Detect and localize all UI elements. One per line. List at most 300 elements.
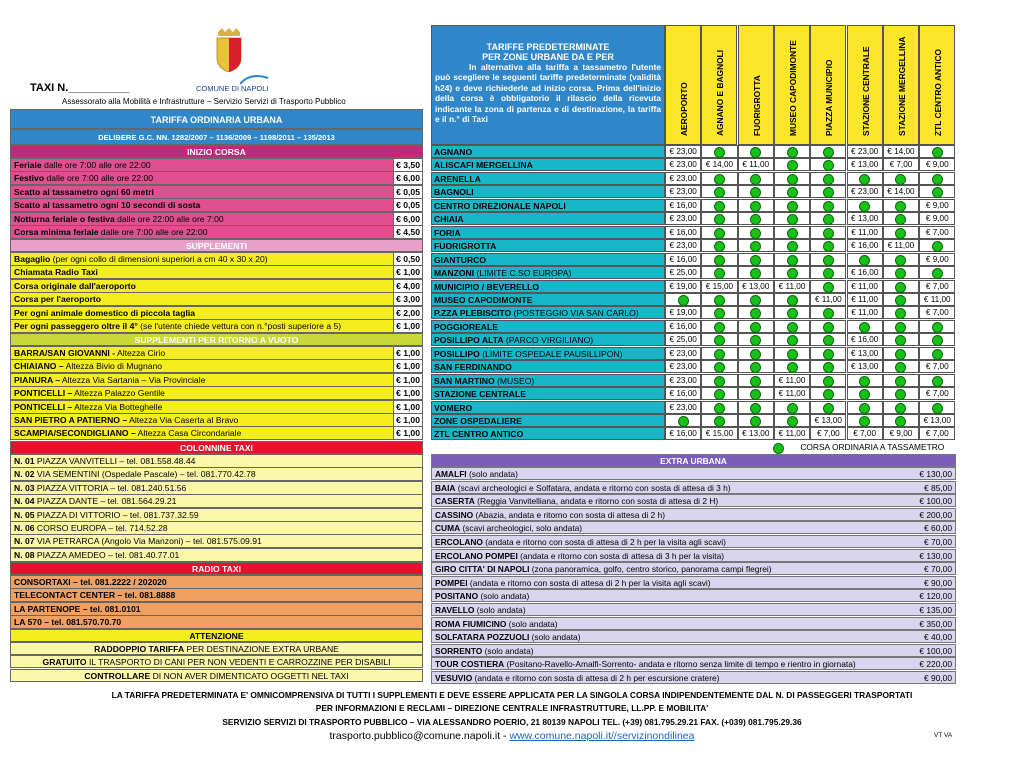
zone-fare-value: € 16,00 bbox=[850, 335, 879, 345]
inizio-label-bold: Scatto al tassametro ogni 60 metri bbox=[14, 186, 154, 197]
zone-name bbox=[431, 253, 665, 266]
legend bbox=[773, 441, 944, 454]
zone-name-main: CENTRO DIREZIONALE NAPOLI bbox=[434, 200, 566, 211]
extra-urbana-row bbox=[431, 494, 956, 507]
inizio-label bbox=[10, 198, 393, 212]
ritorno-label-bold: PIANURA – bbox=[14, 374, 60, 385]
extra-urbana-label bbox=[435, 482, 731, 494]
colonnina-row bbox=[10, 494, 423, 508]
green-dot-icon bbox=[714, 308, 725, 319]
green-dot-icon bbox=[859, 201, 870, 212]
extra-urbana-label bbox=[435, 604, 526, 616]
green-dot-icon bbox=[714, 322, 725, 333]
inizio-label-bold: Scatto al tassametro ogni 10 secondi di sosta bbox=[14, 200, 201, 211]
extra-detail: (andata e ritorno con sosta di attesa di 2 h per la visita agli scavi) bbox=[467, 577, 711, 588]
zone-name bbox=[431, 293, 665, 306]
zone-fare-cell bbox=[738, 172, 774, 185]
supplementi-header: SUPPLEMENTI bbox=[10, 239, 423, 252]
zone-name bbox=[431, 212, 665, 225]
zone-fare-cell bbox=[883, 360, 919, 373]
zone-name-main: VOMERO bbox=[434, 402, 473, 413]
ritorno-label-detail: Altezza Casa Circondariale bbox=[135, 428, 242, 439]
zone-fare-cell bbox=[810, 145, 846, 158]
zone-name-main: STAZIONE CENTRALE bbox=[434, 389, 526, 400]
zone-fare-cell bbox=[847, 401, 883, 414]
green-dot-icon bbox=[714, 416, 725, 427]
zone-name-detail: (MUSEO) bbox=[494, 375, 535, 386]
green-dot-icon bbox=[750, 147, 761, 158]
zone-name-main: FORIA bbox=[434, 227, 461, 238]
green-dot-icon bbox=[787, 201, 798, 212]
zone-fare-value: € 13,00 bbox=[742, 281, 770, 291]
zone-fare-cell bbox=[665, 158, 701, 171]
zone-fare-value: € 16,00 bbox=[669, 254, 697, 264]
extra-urbana-row bbox=[431, 617, 956, 630]
extra-urbana-title: EXTRA URBANA bbox=[660, 456, 727, 466]
zone-fare-cell bbox=[665, 145, 701, 158]
green-dot-icon bbox=[932, 349, 943, 360]
green-dot-icon bbox=[895, 268, 906, 279]
colonnina-label bbox=[10, 548, 423, 562]
zone-fare-cell bbox=[774, 239, 810, 252]
zone-fare-cell bbox=[810, 387, 846, 400]
zone-fare-cell bbox=[701, 266, 737, 279]
zone-fare-cell bbox=[919, 280, 955, 293]
zone-fare-value: € 23,00 bbox=[669, 187, 697, 197]
colonnina-label-detail: PIAZZA DANTE – tel. 081.564.29.21 bbox=[34, 496, 177, 507]
green-dot-icon bbox=[895, 362, 906, 373]
zone-name bbox=[431, 145, 665, 158]
zone-fare-value: € 14,00 bbox=[887, 147, 915, 156]
zone-fare-value: € 13,00 bbox=[814, 416, 842, 425]
green-dot-icon bbox=[895, 228, 906, 239]
zone-fare-cell bbox=[810, 158, 846, 171]
extra-urbana-label bbox=[435, 645, 534, 657]
email-link[interactable]: trasporto.pubblico@comune.napoli.it bbox=[329, 730, 501, 742]
colonnina-label bbox=[10, 494, 423, 508]
extra-urbana-row bbox=[431, 576, 956, 589]
green-dot-icon bbox=[859, 174, 870, 185]
zone-fare-cell bbox=[847, 145, 883, 158]
inizio-label-bold: Notturna feriale o festiva bbox=[14, 213, 115, 224]
zone-fare-cell bbox=[847, 212, 883, 225]
zone-fare-cell bbox=[883, 401, 919, 414]
zone-fare-value: € 13,00 bbox=[742, 429, 770, 439]
ritorno-label-bold: SAN PIETRO A PATIERNO – bbox=[14, 415, 128, 425]
ritorno-price: € 1,00 bbox=[393, 373, 423, 387]
zone-fare-cell bbox=[883, 158, 919, 171]
zone-fare-cell bbox=[919, 145, 955, 158]
ritorno-price: € 1,00 bbox=[393, 426, 423, 440]
green-dot-icon bbox=[787, 322, 798, 333]
extra-urbana-row bbox=[431, 549, 956, 562]
colonnina-row bbox=[10, 454, 423, 468]
extra-price: € 90,00 bbox=[924, 577, 952, 588]
inizio-label-bold: Festivo bbox=[14, 173, 45, 184]
zone-name bbox=[431, 320, 665, 333]
zone-fare-value: € 11,00 bbox=[851, 227, 878, 237]
green-dot-icon bbox=[932, 335, 943, 346]
zone-fare-cell bbox=[847, 320, 883, 333]
inizio-price: € 3,50 bbox=[393, 158, 423, 172]
zone-fare-cell bbox=[701, 253, 737, 266]
zone-name-detail: (LIMITE OSPEDALE PAUSILLIPON) bbox=[479, 348, 623, 359]
green-dot-icon bbox=[932, 403, 943, 414]
zone-fare-value: € 13,00 bbox=[850, 362, 879, 372]
extra-urbana-label bbox=[435, 509, 665, 521]
green-dot-icon bbox=[714, 376, 725, 387]
colonnine-header: COLONNINE TAXI bbox=[10, 441, 423, 454]
extra-destination: ROMA FIUMICINO bbox=[435, 618, 507, 629]
zone-fare-cell bbox=[919, 333, 955, 346]
green-dot-icon bbox=[932, 376, 943, 387]
zone-fare-cell bbox=[883, 253, 919, 266]
green-dot-icon bbox=[714, 228, 725, 239]
zone-fare-cell bbox=[810, 306, 846, 319]
inizio-label bbox=[10, 158, 393, 172]
predet-title-1: TARIFFE PREDETERMINATE bbox=[486, 42, 610, 52]
extra-urbana-row bbox=[431, 657, 956, 670]
extra-price: € 40,00 bbox=[924, 632, 952, 643]
zone-fare-cell bbox=[883, 333, 919, 346]
attenzione-row bbox=[10, 642, 423, 655]
inizio-label-detail: dalle ore 7:00 alle ore 22:00 bbox=[98, 227, 208, 237]
zone-fare-cell bbox=[774, 360, 810, 373]
zone-fare-cell bbox=[883, 226, 919, 239]
attenzione-bold: CONTROLLARE bbox=[84, 670, 151, 681]
zone-fare-cell bbox=[701, 333, 737, 346]
green-dot-icon bbox=[750, 268, 761, 279]
zone-fare-value: € 23,00 bbox=[850, 187, 879, 197]
extra-destination: SOLFATARA POZZUOLI bbox=[435, 632, 530, 643]
footer-line-1: LA TARIFFA PREDETERMINATA E' OMNICOMPRENSIVA DI TUTTI I SUPPLEMENTI E DEVE ESSERE APPLICATA PER LA SINGOLA CORSA INDIPENDENTEMENTE DAL N. DI PASSEGGERI TRASPORTATI bbox=[111, 690, 913, 700]
zone-fare-cell bbox=[701, 360, 737, 373]
zone-fare-cell bbox=[883, 387, 919, 400]
zone-fare-cell bbox=[738, 145, 774, 158]
zone-fare-cell bbox=[738, 293, 774, 306]
zone-fare-cell bbox=[883, 266, 919, 279]
inizio-price: € 0,05 bbox=[393, 185, 423, 199]
attenzione-row bbox=[10, 669, 423, 682]
zone-fare-value: € 23,00 bbox=[669, 214, 697, 224]
zone-name-main: CHIAIA bbox=[434, 214, 464, 225]
inizio-row bbox=[10, 225, 423, 239]
zone-column-header bbox=[919, 25, 955, 145]
zone-name-main: ARENELLA bbox=[434, 173, 481, 184]
zone-fare-cell bbox=[883, 293, 919, 306]
ritorno-label-bold: BARRA/SAN GIOVANNI - bbox=[14, 348, 116, 358]
colonnina-label-detail: PIAZZA VANVITELLI – tel. 081.558.48.44 bbox=[34, 456, 196, 466]
zone-fare-cell bbox=[665, 226, 701, 239]
zone-fare-cell bbox=[847, 360, 883, 373]
radio-taxi-label-bold: CONSORTAXI – tel. 081.2222 / 202020 bbox=[14, 577, 167, 587]
extra-urbana-label bbox=[435, 672, 719, 684]
zone-fare-cell bbox=[738, 158, 774, 171]
zone-fare-cell bbox=[919, 212, 955, 225]
zone-fare-value: € 7,00 bbox=[889, 160, 913, 170]
zone-fare-value: € 19,00 bbox=[669, 281, 697, 291]
zone-fare-cell bbox=[810, 360, 846, 373]
radio-taxi-header: RADIO TAXI bbox=[10, 562, 423, 575]
colonnina-label-detail: CORSO EUROPA – tel. 714.52.28 bbox=[34, 523, 168, 533]
green-dot-icon bbox=[787, 416, 798, 427]
zone-fare-cell bbox=[738, 360, 774, 373]
zone-fare-cell bbox=[847, 185, 883, 198]
supplemento-price: € 1,00 bbox=[393, 265, 423, 279]
zone-name bbox=[431, 347, 665, 360]
inizio-label-detail: dalle ore 22:00 alle ore 7:00 bbox=[114, 213, 224, 224]
radio-taxi-label bbox=[10, 575, 423, 589]
zone-fare-value: € 23,00 bbox=[669, 348, 697, 358]
zone-fare-cell bbox=[883, 212, 919, 225]
extra-urbana-label bbox=[435, 495, 718, 507]
zone-fare-cell bbox=[810, 320, 846, 333]
extra-detail: (scavi archeologici e Solfatara, andata e ritorno con sosta di attesa di 3 h) bbox=[455, 482, 731, 493]
zone-name-main: MUNICIPIO / BEVERELLO bbox=[434, 281, 540, 292]
zone-fare-cell bbox=[738, 320, 774, 333]
green-dot-icon bbox=[823, 187, 834, 198]
zone-column-header bbox=[774, 25, 810, 145]
zone-fare-cell bbox=[883, 172, 919, 185]
green-dot-icon bbox=[895, 349, 906, 360]
extra-price: € 130,00 bbox=[919, 469, 952, 479]
colonnina-label-bold: N. 02 bbox=[14, 469, 35, 480]
green-dot-icon bbox=[823, 335, 834, 346]
zone-fare-cell bbox=[847, 347, 883, 360]
zone-fare-cell bbox=[665, 293, 701, 306]
ritorno-label-detail: Altezza Via Caserta al Bravo bbox=[127, 415, 239, 425]
zone-fare-cell bbox=[738, 185, 774, 198]
green-dot-icon bbox=[932, 322, 943, 333]
green-dot-icon bbox=[750, 349, 761, 360]
zone-fare-cell bbox=[774, 401, 810, 414]
extra-destination: POMPEI bbox=[435, 577, 468, 588]
zone-fare-value: € 7,00 bbox=[816, 429, 840, 439]
zone-fare-cell bbox=[701, 199, 737, 212]
extra-destination: RAVELLO bbox=[435, 605, 475, 615]
zone-fare-cell bbox=[738, 347, 774, 360]
ritorno-row bbox=[10, 413, 423, 427]
ritorno-label bbox=[10, 426, 393, 440]
ritorno-label-bold: PONTICELLI – bbox=[14, 388, 73, 399]
zone-fare-cell bbox=[738, 333, 774, 346]
zone-fare-value: € 7,00 bbox=[925, 281, 949, 291]
zone-fare-cell bbox=[810, 199, 846, 212]
zone-name-main: GIANTURCO bbox=[434, 254, 487, 265]
zone-fare-cell bbox=[810, 414, 846, 427]
zone-fare-cell bbox=[810, 172, 846, 185]
green-dot-icon bbox=[823, 376, 834, 387]
ritorno-label-bold: SCAMPIA/SECONDIGLIANO – bbox=[14, 428, 136, 439]
zone-fare-cell bbox=[665, 239, 701, 252]
ritorno-row bbox=[10, 426, 423, 440]
ritorno-row bbox=[10, 359, 423, 373]
zone-fare-cell bbox=[919, 293, 955, 306]
supplemento-label bbox=[10, 292, 393, 306]
zone-fare-value: € 23,00 bbox=[669, 375, 697, 385]
zone-column-header bbox=[665, 25, 701, 145]
supplemento-price: € 3,00 bbox=[393, 292, 423, 306]
ritorno-price: € 1,00 bbox=[393, 413, 423, 427]
zone-name-main: POGGIOREALE bbox=[434, 321, 498, 332]
zone-fare-value: € 23,00 bbox=[669, 402, 697, 412]
zone-fare-value: € 7,00 bbox=[925, 362, 949, 372]
supplemento-label-bold: Chiamata Radio Taxi bbox=[14, 267, 98, 278]
zone-fare-value: € 25,00 bbox=[669, 268, 697, 278]
zone-fare-cell bbox=[738, 427, 774, 440]
green-dot-icon bbox=[714, 362, 725, 373]
ritorno-label-bold: PONTICELLI – bbox=[14, 401, 73, 412]
website-link[interactable]: www.comune.napoli.it//servizinondilinea bbox=[509, 730, 695, 742]
zone-fare-cell bbox=[701, 347, 737, 360]
green-dot-icon bbox=[823, 241, 834, 252]
zone-fare-cell bbox=[738, 414, 774, 427]
inizio-label bbox=[10, 212, 393, 226]
zone-fare-cell bbox=[847, 199, 883, 212]
zone-column-label: STAZIONE MERGELLINA bbox=[896, 36, 907, 136]
zone-fare-cell bbox=[919, 427, 955, 440]
green-dot-icon bbox=[787, 160, 798, 171]
green-dot-icon bbox=[750, 403, 761, 414]
green-dot-icon bbox=[714, 187, 725, 198]
ritorno-row bbox=[10, 373, 423, 387]
green-dot-icon bbox=[750, 228, 761, 239]
zone-fare-cell bbox=[919, 374, 955, 387]
supplemento-price: € 2,00 bbox=[393, 306, 423, 320]
green-dot-icon bbox=[750, 201, 761, 212]
zone-fare-cell bbox=[665, 253, 701, 266]
zone-name bbox=[431, 226, 665, 239]
green-dot-icon bbox=[932, 187, 943, 198]
zone-fare-cell bbox=[774, 185, 810, 198]
green-dot-icon bbox=[714, 295, 725, 306]
zone-fare-cell bbox=[847, 306, 883, 319]
zone-fare-value: € 16,00 bbox=[669, 321, 697, 331]
extra-detail: (solo andata) bbox=[466, 469, 518, 479]
extra-price: € 200,00 bbox=[919, 509, 952, 520]
supplemento-label bbox=[10, 319, 393, 333]
extra-destination: ERCOLANO POMPEI bbox=[435, 550, 518, 561]
radio-taxi-row bbox=[10, 615, 423, 629]
green-dot-icon bbox=[859, 389, 870, 400]
green-dot-icon bbox=[773, 443, 784, 454]
radio-taxi-label-bold: TELECONTACT CENTER – tel. 081.8888 bbox=[14, 590, 176, 601]
zone-name bbox=[431, 239, 665, 252]
extra-destination: CUMA bbox=[435, 523, 461, 534]
supplemento-row bbox=[10, 252, 423, 266]
zone-fare-cell bbox=[738, 226, 774, 239]
colonnina-label bbox=[10, 481, 423, 495]
zone-fare-cell bbox=[847, 387, 883, 400]
inizio-row bbox=[10, 185, 423, 199]
zone-fare-cell bbox=[919, 320, 955, 333]
supplemento-row bbox=[10, 279, 423, 293]
zone-name bbox=[431, 387, 665, 400]
zone-name-main: ZTL CENTRO ANTICO bbox=[434, 429, 524, 440]
zone-fare-cell bbox=[774, 199, 810, 212]
extra-urbana-row bbox=[431, 481, 956, 494]
zone-column-label: MUSEO CAPODIMONTE bbox=[787, 40, 798, 136]
zone-fare-cell bbox=[810, 185, 846, 198]
zone-fare-cell bbox=[774, 320, 810, 333]
attenzione-header: ATTENZIONE bbox=[10, 629, 423, 642]
green-dot-icon bbox=[859, 376, 870, 387]
zone-name bbox=[431, 158, 665, 171]
zone-name-main: P.ZZA PLEBISCITO bbox=[434, 308, 512, 319]
colonnina-label-detail: PIAZZA VITTORIA – tel. 081.240.51.56 bbox=[34, 482, 187, 493]
zone-fare-cell bbox=[665, 360, 701, 373]
zone-fare-value: € 11,00 bbox=[778, 389, 806, 399]
zone-fare-cell bbox=[774, 427, 810, 440]
extra-detail: (Positano-Ravello-Amalfi-Sorrento- andata e ritorno senza limite di tempo e rientro in giornata) bbox=[504, 659, 856, 670]
zone-fare-cell bbox=[665, 172, 701, 185]
green-dot-icon bbox=[714, 214, 725, 225]
zone-name bbox=[431, 280, 665, 293]
extra-destination: BAIA bbox=[435, 482, 456, 493]
zone-name bbox=[431, 401, 665, 414]
zone-fare-cell bbox=[810, 401, 846, 414]
ritorno-label-detail: Altezza Via Sartania – Via Provinciale bbox=[60, 374, 206, 385]
zone-fare-cell bbox=[701, 427, 737, 440]
zone-fare-value: € 16,00 bbox=[669, 389, 697, 399]
zone-fare-cell bbox=[701, 414, 737, 427]
doc-code: VT VA bbox=[934, 732, 953, 739]
zone-fare-cell bbox=[774, 347, 810, 360]
green-dot-icon bbox=[823, 282, 834, 293]
supplemento-row bbox=[10, 306, 423, 320]
zone-fare-cell bbox=[665, 280, 701, 293]
green-dot-icon bbox=[895, 403, 906, 414]
zone-fare-value: € 16,00 bbox=[850, 268, 879, 278]
green-dot-icon bbox=[895, 335, 906, 346]
green-dot-icon bbox=[823, 389, 834, 400]
green-dot-icon bbox=[750, 376, 761, 387]
green-dot-icon bbox=[787, 268, 798, 279]
extra-urbana-row bbox=[431, 589, 956, 602]
zone-fare-value: € 16,00 bbox=[669, 227, 697, 237]
zone-fare-cell bbox=[701, 387, 737, 400]
green-dot-icon bbox=[895, 416, 906, 427]
green-dot-icon bbox=[787, 335, 798, 346]
zone-fare-cell bbox=[665, 333, 701, 346]
zone-fare-cell bbox=[738, 253, 774, 266]
zone-name bbox=[431, 374, 665, 387]
green-dot-icon bbox=[895, 308, 906, 319]
inizio-label bbox=[10, 185, 393, 199]
zone-name-main: SAN MARTINO bbox=[434, 375, 495, 386]
extra-destination: ERCOLANO bbox=[435, 537, 483, 547]
zone-name bbox=[431, 199, 665, 212]
zone-fare-cell bbox=[847, 293, 883, 306]
colonnina-label-bold: N. 05 bbox=[14, 509, 35, 520]
zone-fare-cell bbox=[701, 306, 737, 319]
zone-fare-cell bbox=[919, 401, 955, 414]
green-dot-icon bbox=[714, 255, 725, 266]
zone-fare-cell bbox=[774, 172, 810, 185]
extra-detail: (Reggia Vanvitelliana, andata e ritorno con sosta di attesa di 2 H) bbox=[474, 496, 719, 507]
zone-fare-cell bbox=[883, 145, 919, 158]
zone-fare-cell bbox=[883, 185, 919, 198]
radio-taxi-row bbox=[10, 602, 423, 616]
zone-fare-value: € 13,00 bbox=[850, 214, 879, 224]
zone-fare-cell bbox=[883, 280, 919, 293]
zone-fare-value: € 23,00 bbox=[669, 147, 697, 156]
footer-line-2: PER INFORMAZIONI E RECLAMI – DIREZIONE CENTRALE INFRASTRUTTURE, LL.PP. E MOBILITA' bbox=[315, 703, 709, 713]
supplemento-price: € 0,50 bbox=[393, 252, 423, 266]
radio-taxi-label-bold: LA 570 – tel. 081.570.70.70 bbox=[14, 617, 122, 628]
green-dot-icon bbox=[750, 322, 761, 333]
extra-price: € 220,00 bbox=[919, 659, 952, 670]
